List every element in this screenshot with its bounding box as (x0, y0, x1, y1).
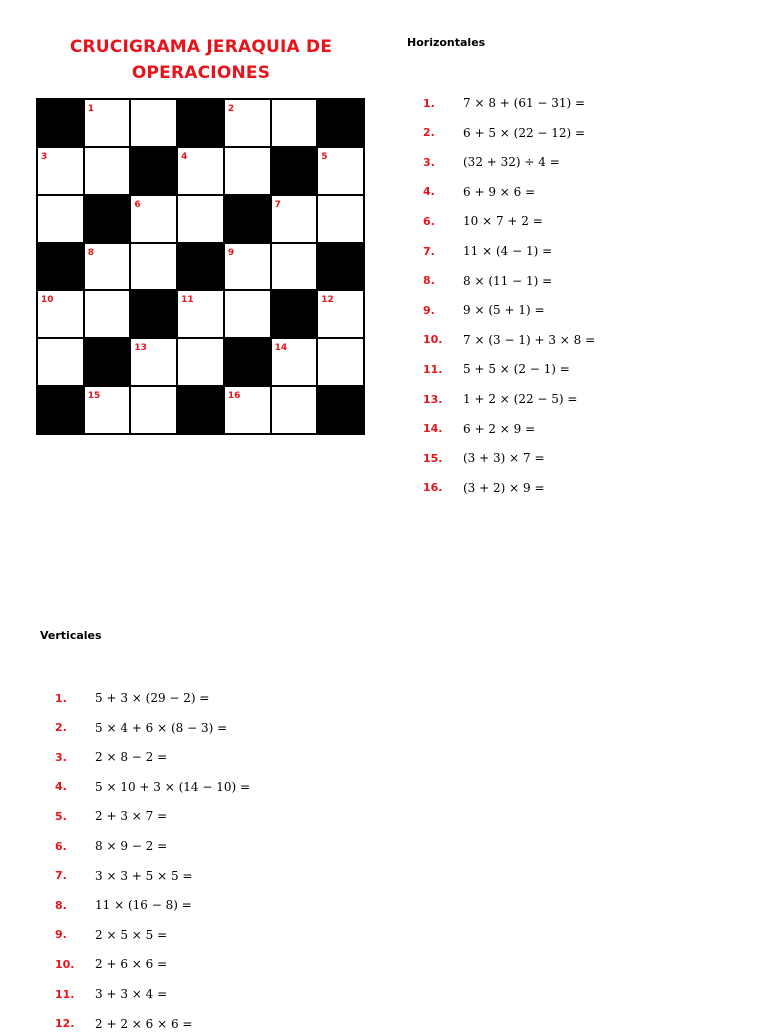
clue-expression: 6 + 2 × 9 = (463, 421, 536, 436)
grid-cell-black (37, 99, 84, 147)
clue-expression: (32 + 32) ÷ 4 = (463, 155, 560, 170)
grid-cell-black (224, 195, 271, 243)
clue-number: 9. (423, 303, 435, 317)
clue-expression: 6 + 5 × (22 − 12) = (463, 125, 586, 140)
grid-cell[interactable] (177, 195, 224, 243)
grid-cell[interactable] (177, 290, 224, 338)
clue-expression: 7 × 8 + (61 − 31) = (463, 96, 586, 110)
clue-number: 15. (423, 451, 443, 465)
clue-expression: 3 + 3 × 4 = (95, 987, 168, 1001)
crossword-grid (36, 98, 365, 435)
grid-cell[interactable] (317, 290, 364, 338)
cell-number: 12 (321, 295, 334, 306)
cell-number: 4 (181, 151, 188, 162)
clue-number: 9. (55, 928, 67, 942)
grid-cell-black (84, 338, 131, 386)
clue-expression: 2 + 3 × 7 = (95, 809, 168, 824)
cell-number: 6 (134, 199, 141, 210)
grid-cell-black (317, 99, 364, 147)
horizontales-heading: Horizontales (407, 36, 486, 49)
clue-expression: 5 × 4 + 6 × (8 − 3) = (95, 720, 228, 735)
clue-number: 13. (423, 392, 443, 406)
grid-cell[interactable] (224, 243, 271, 291)
clue-expression: 2 × 5 × 5 = (95, 927, 168, 942)
grid-cell-black (177, 386, 224, 434)
clue-number: 1. (423, 96, 435, 110)
verticales-list (55, 689, 385, 1031)
clue-number: 11. (423, 362, 443, 376)
clue-expression: 2 × 8 − 2 = (95, 750, 168, 765)
horizontales-clue (423, 183, 535, 201)
cell-number: 13 (134, 343, 147, 354)
clue-number: 4. (423, 185, 435, 199)
clue-number: 12. (55, 1017, 75, 1031)
clue-expression: 5 × 10 + 3 × (14 − 10) = (95, 779, 251, 794)
horizontales-clue (423, 212, 543, 230)
clue-expression: 8 × (11 − 1) = (463, 273, 553, 288)
clue-number: 2. (55, 721, 67, 735)
grid-cell[interactable] (317, 147, 364, 195)
grid-cell-black (130, 290, 177, 338)
grid-cell[interactable] (37, 195, 84, 243)
clue-number: 8. (55, 898, 67, 912)
grid-cell-black (177, 243, 224, 291)
horizontales-clue (423, 449, 545, 467)
grid-cell[interactable] (37, 290, 84, 338)
clue-expression: (3 + 2) × 9 = (463, 480, 545, 495)
cell-number: 7 (274, 199, 281, 210)
clue-number: 6. (55, 839, 67, 853)
clue-expression: 3 × 3 + 5 × 5 = (95, 868, 193, 883)
grid-cell-black (271, 290, 318, 338)
grid-cell-black (317, 386, 364, 434)
grid-cell[interactable] (177, 338, 224, 386)
grid-cell-black (84, 195, 131, 243)
clue-number: 14. (423, 422, 443, 436)
verticales-clue (55, 867, 192, 885)
grid-cell[interactable] (84, 386, 131, 434)
clue-expression: 11 × (4 − 1) = (463, 244, 553, 258)
clue-number: 5. (55, 809, 67, 823)
grid-cell[interactable] (224, 290, 271, 338)
horizontales-clue (423, 124, 585, 142)
grid-cell[interactable] (84, 290, 131, 338)
horizontales-clue (423, 331, 595, 349)
grid-cell[interactable] (84, 147, 131, 195)
clue-number: 6. (423, 214, 435, 228)
clue-number: 1. (55, 691, 67, 705)
clue-expression: 8 × 9 − 2 = (95, 839, 168, 853)
verticales-clue (55, 926, 167, 944)
page-title: CRUCIGRAMA JERAQUIA DE OPERACIONES (69, 37, 333, 83)
grid-cell[interactable] (224, 386, 271, 434)
horizontales-clue (423, 94, 585, 112)
grid-cell[interactable] (317, 195, 364, 243)
grid-cell[interactable] (224, 99, 271, 147)
grid-cell[interactable] (130, 243, 177, 291)
horizontales-list (423, 94, 753, 504)
grid-cell-black (37, 386, 84, 434)
clue-number: 11. (55, 987, 75, 1001)
verticales-clue (55, 985, 167, 1003)
grid-cell[interactable] (224, 147, 271, 195)
horizontales-clue (423, 272, 552, 290)
grid-cell[interactable] (271, 386, 318, 434)
grid-cell[interactable] (317, 338, 364, 386)
cell-number: 15 (87, 391, 101, 402)
grid-cell[interactable] (130, 195, 177, 243)
horizontales-clue (423, 360, 570, 378)
horizontales-clue (423, 479, 545, 497)
clue-expression: 1 + 2 × (22 − 5) = (463, 392, 578, 406)
clue-expression: 9 × (5 + 1) = (463, 303, 545, 318)
clue-expression: 10 × 7 + 2 = (463, 214, 543, 229)
grid-cell-black (317, 243, 364, 291)
clue-number: 3. (55, 750, 67, 764)
clue-number: 4. (55, 780, 67, 794)
cell-number: 1 (87, 104, 94, 114)
clue-expression: 6 + 9 × 6 = (463, 184, 536, 199)
horizontales-clue (423, 301, 545, 319)
cell-number: 9 (227, 247, 235, 258)
grid-cell[interactable] (271, 99, 318, 147)
grid-cell[interactable] (37, 338, 84, 386)
clue-number: 3. (423, 155, 435, 169)
cell-number: 10 (41, 295, 54, 306)
grid-cell-black (37, 243, 84, 291)
verticales-clue (55, 896, 192, 914)
verticales-clue (55, 719, 227, 737)
clue-number: 2. (423, 126, 435, 140)
verticales-clue (55, 689, 209, 707)
verticales-clue (55, 837, 167, 855)
horizontales-clue (423, 242, 552, 260)
grid-cell[interactable] (271, 195, 318, 243)
cell-number: 8 (87, 247, 94, 258)
grid-cell[interactable] (130, 99, 177, 147)
grid-cell[interactable] (37, 147, 84, 195)
grid-cell[interactable] (130, 386, 177, 434)
clue-expression: 2 + 6 × 6 = (95, 957, 168, 972)
grid-cell[interactable] (271, 338, 318, 386)
verticales-clue (55, 778, 250, 796)
cell-number: 3 (41, 151, 48, 162)
clue-expression: 5 + 5 × (2 − 1) = (463, 362, 570, 377)
grid-cell[interactable] (271, 243, 318, 291)
clue-expression: 2 + 2 × 6 × 6 = (95, 1016, 193, 1031)
grid-cell[interactable] (177, 147, 224, 195)
verticales-clue (55, 748, 167, 766)
cell-number: 14 (274, 343, 288, 354)
grid-cell-black (224, 338, 271, 386)
clue-expression: (3 + 3) × 7 = (463, 451, 545, 466)
clue-expression: 7 × (3 − 1) + 3 × 8 = (463, 332, 596, 347)
grid-cell-black (130, 147, 177, 195)
grid-cell[interactable] (130, 338, 177, 386)
verticales-clue (55, 955, 167, 973)
verticales-heading: Verticales (40, 629, 102, 642)
horizontales-clue (423, 420, 535, 438)
verticales-clue (55, 807, 167, 825)
grid-cell[interactable] (84, 99, 131, 147)
clue-number: 10. (423, 333, 443, 347)
cell-number: 2 (227, 104, 235, 114)
clue-number: 7. (423, 244, 435, 258)
grid-cell-black (177, 99, 224, 147)
cell-number: 5 (321, 151, 328, 162)
cell-number: 16 (227, 391, 241, 402)
grid-cell-black (271, 147, 318, 195)
clue-expression: 11 × (16 − 8) = (95, 898, 192, 913)
horizontales-clue (423, 153, 560, 171)
clue-number: 16. (423, 481, 443, 495)
grid-cell[interactable] (84, 243, 131, 291)
clue-number: 10. (55, 957, 75, 971)
cell-number: 11 (181, 295, 194, 306)
horizontales-clue (423, 390, 577, 408)
clue-number: 8. (423, 274, 435, 288)
clue-expression: 5 + 3 × (29 − 2) = (95, 691, 210, 705)
clue-number: 7. (55, 869, 67, 883)
